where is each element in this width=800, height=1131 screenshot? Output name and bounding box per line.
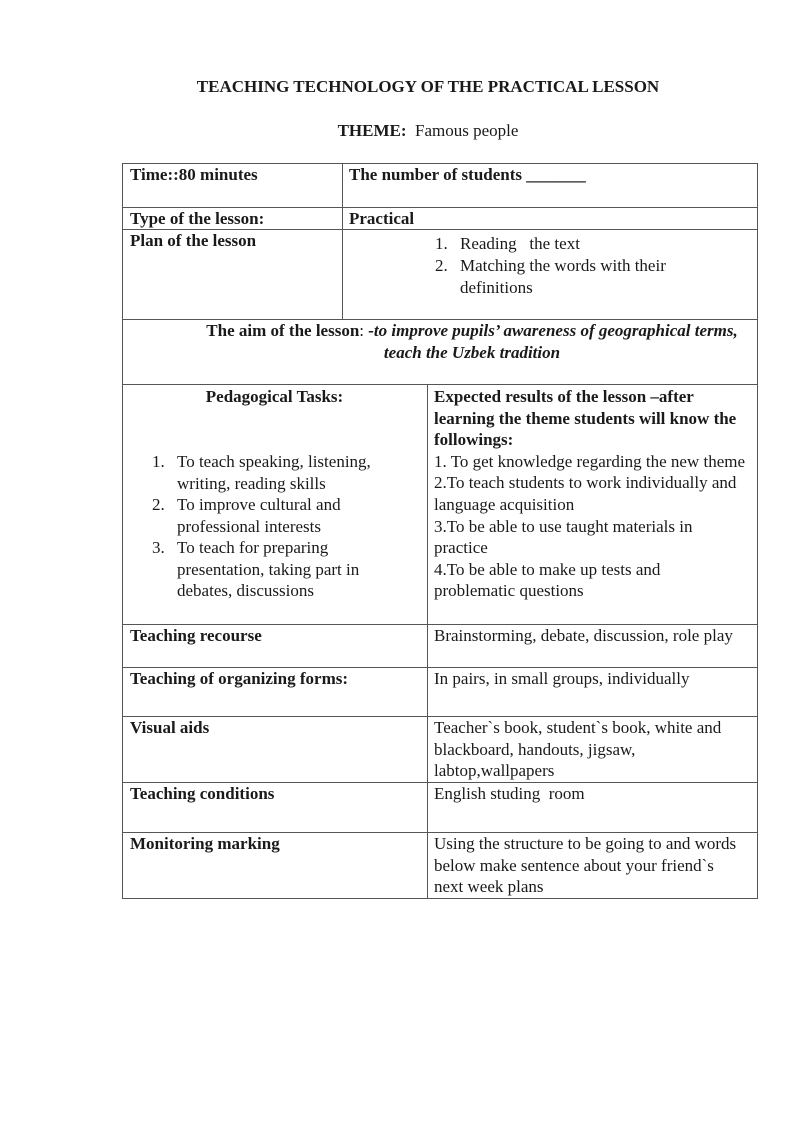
students-count-cell: The number of students _______ (349, 165, 586, 184)
expected-result-item: 4.To be able to make up tests and problematic questions (434, 559, 661, 601)
lesson-type-value: Practical (349, 209, 415, 228)
task-text: To teach speaking, listening, writing, reading skills (177, 452, 371, 493)
aim-colon: : (359, 321, 369, 340)
plan-item-number: 1. (435, 234, 448, 253)
expected-results-cell (427, 386, 757, 602)
theme-line (0, 120, 800, 142)
task-number: 1. (152, 452, 165, 471)
task-number: 2. (152, 495, 165, 514)
theme-label: THEME: (337, 121, 407, 140)
visual-aids-value: Teacher`s book, student`s book, white and blackboard, handouts, jigsaw, labtop,wallpapers (434, 718, 722, 781)
expected-result-item: 3.To be able to use taught materials in practice (434, 516, 693, 558)
task-item (152, 451, 422, 494)
plan-item-text: Reading the text (460, 234, 580, 253)
monitoring-marking-value: Using the structure to be going to and words below make sentence about your friend`s next week plans (434, 834, 737, 897)
teaching-recourse-value: Brainstorming, debate, discussion, role play (434, 626, 733, 645)
teaching-conditions-label: Teaching conditions (130, 784, 275, 803)
plan-item-text: Matching the words with their definitions (460, 256, 666, 297)
task-number: 3. (152, 538, 165, 557)
expected-results-header: Expected results of the lesson –after learning the theme students will know the followings: (434, 387, 737, 450)
aim-text: -to improve pupils’ awareness of geographical terms, teach the Uzbek tradition (368, 321, 738, 362)
task-text: To teach for preparing presentation, taking part in debates, discussions (177, 538, 360, 601)
lesson-type-label: Type of the lesson: (130, 209, 265, 228)
organizing-forms-label: Teaching of organizing forms: (130, 669, 349, 688)
task-item (152, 494, 422, 537)
document-title: TEACHING TECHNOLOGY OF THE PRACTICAL LESSON (196, 77, 660, 96)
task-item (152, 537, 422, 602)
time-cell: Time::80 minutes (130, 165, 258, 184)
plan-item-number: 2. (435, 256, 448, 275)
teaching-recourse-label: Teaching recourse (130, 626, 262, 645)
expected-result-item: 2.To teach students to work individually and language acquisition (434, 473, 737, 514)
monitoring-marking-label: Monitoring marking (130, 834, 280, 853)
theme-value: Famous people (415, 121, 519, 140)
aim-label: The aim of the lesson (206, 321, 360, 340)
pedagogical-tasks-header: Pedagogical Tasks: (205, 387, 344, 406)
task-text: To improve cultural and professional interests (177, 495, 341, 536)
plan-label: Plan of the lesson (130, 231, 257, 250)
organizing-forms-value: In pairs, in small groups, individually (434, 669, 690, 688)
visual-aids-label: Visual aids (130, 718, 210, 737)
expected-result-item: 1. To get knowledge regarding the new theme (434, 451, 746, 471)
teaching-conditions-value: English studing room (434, 784, 585, 803)
